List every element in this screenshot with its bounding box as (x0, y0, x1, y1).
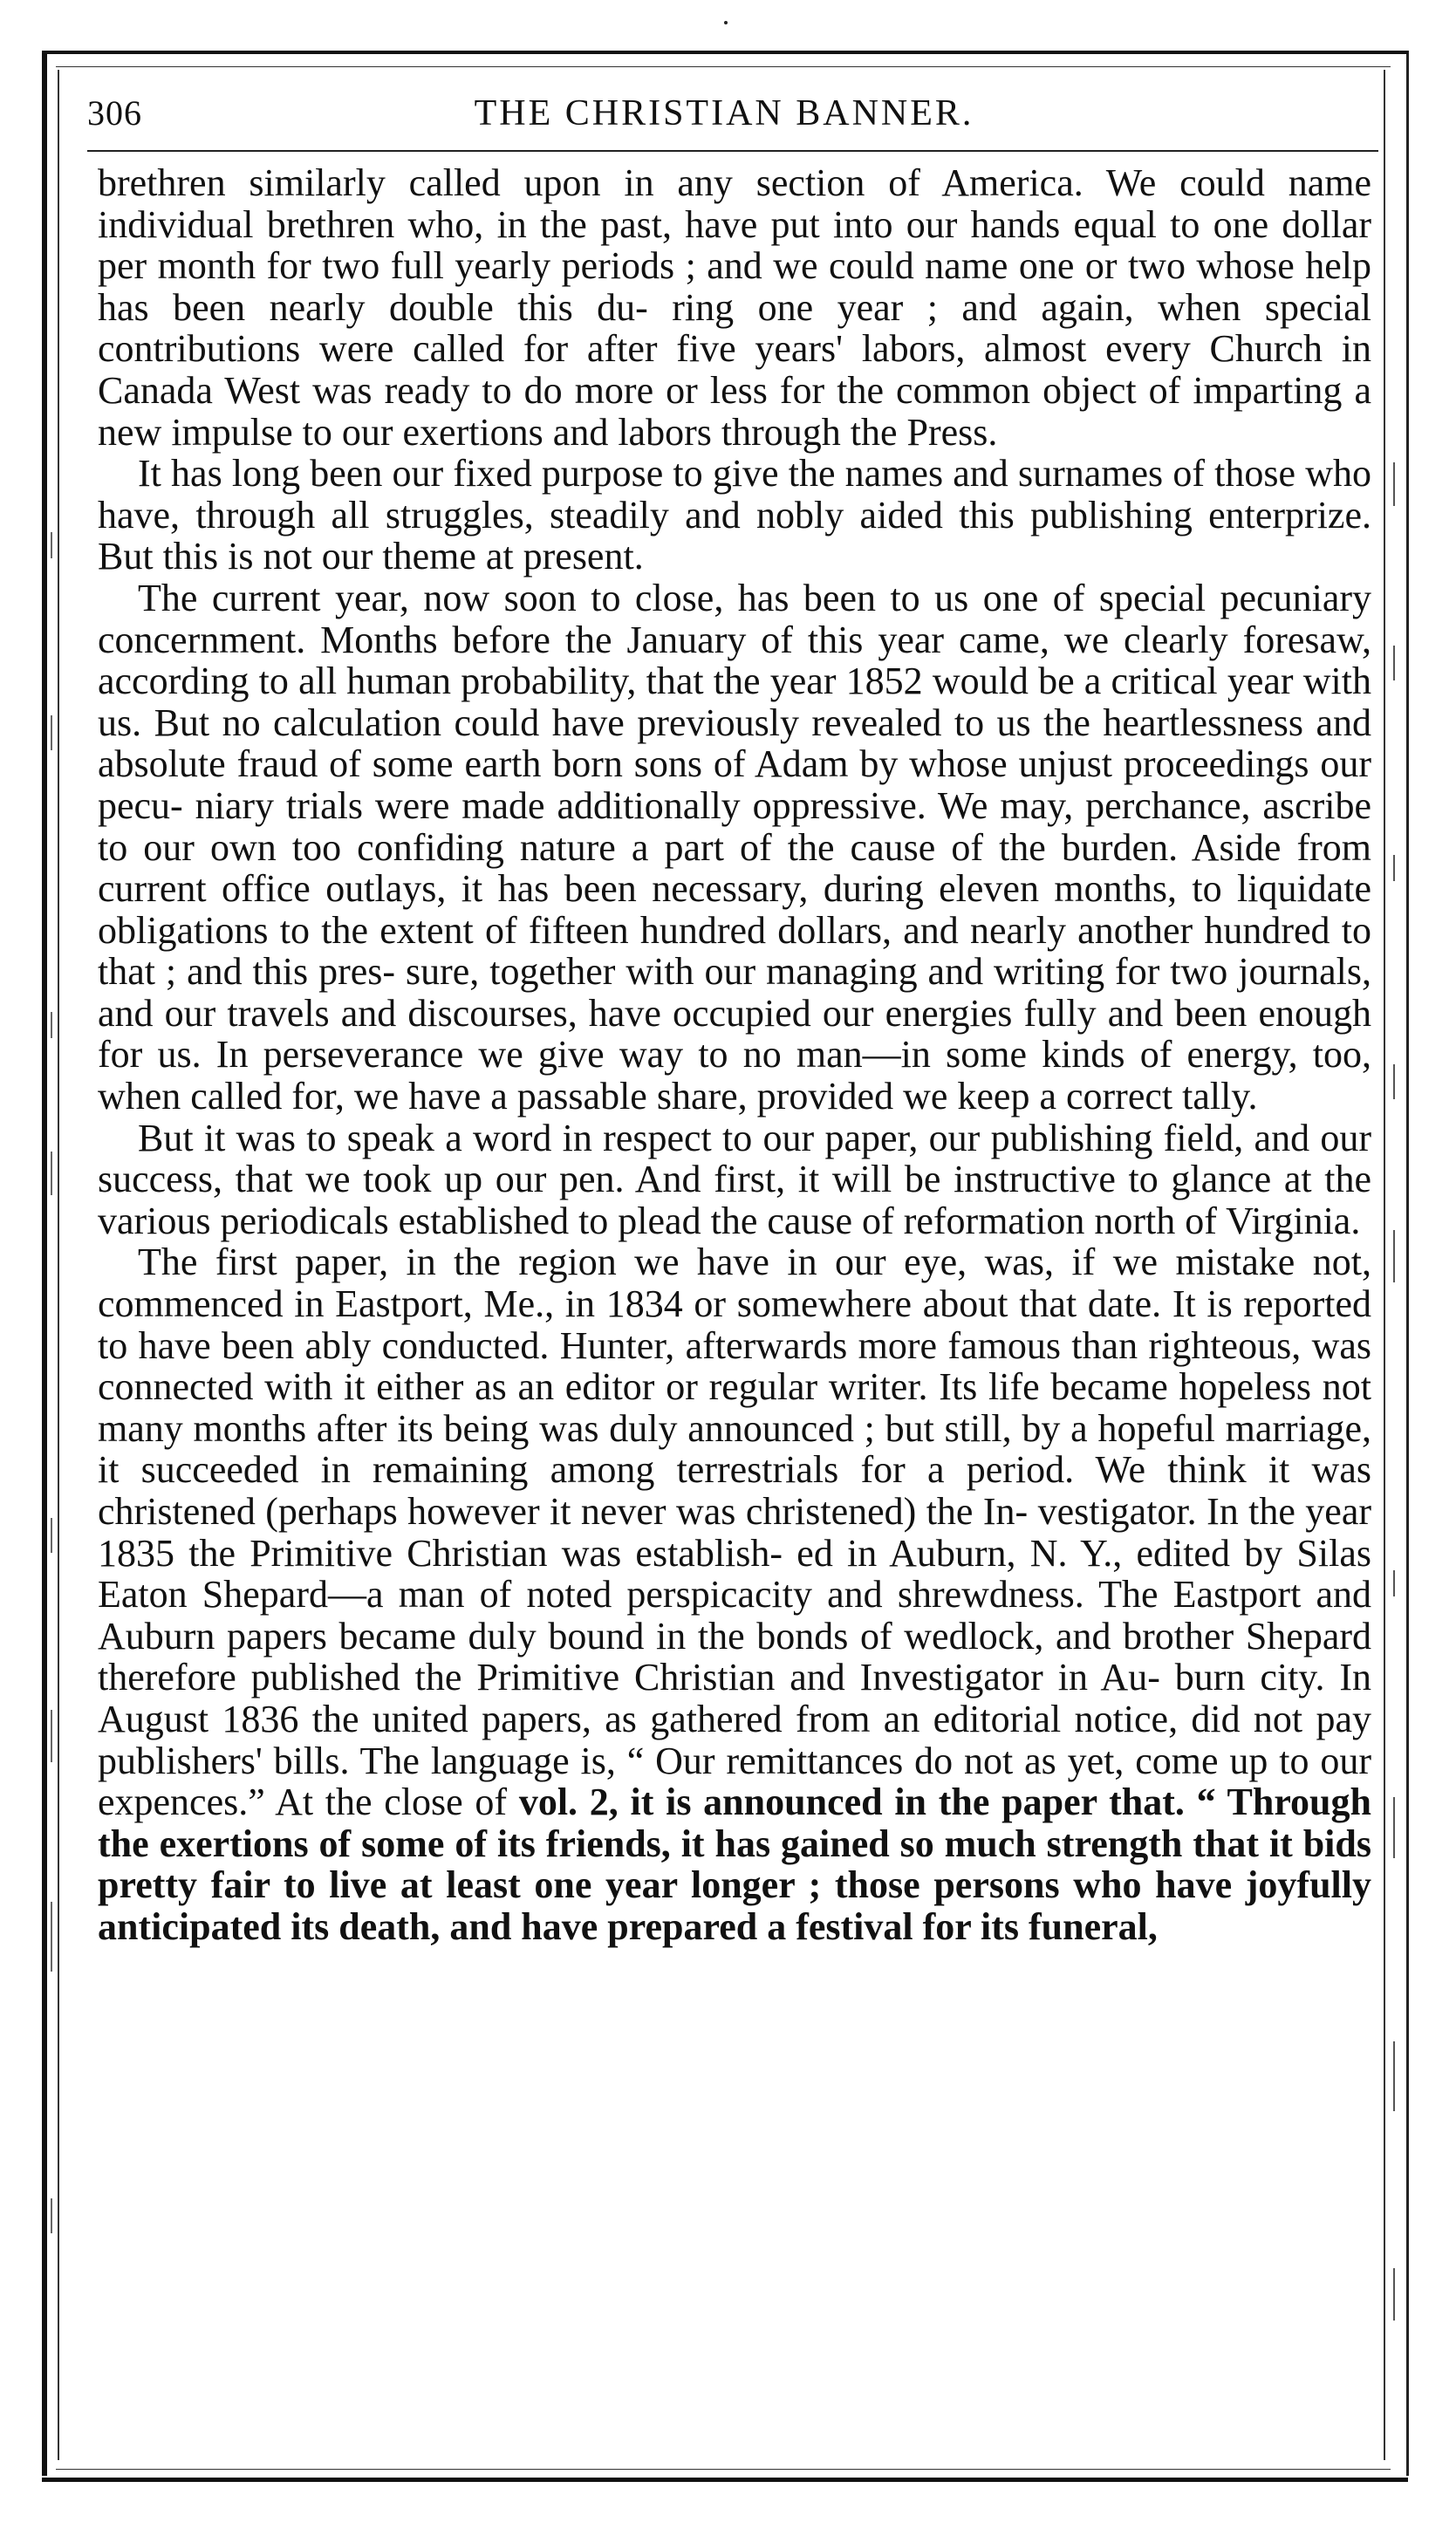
line: The first paper, in the region we have in our eye, was, if we mistake (138, 1241, 1313, 1284)
ink-dot (724, 21, 728, 24)
paragraph-4 (98, 1118, 1371, 1242)
running-head: THE CHRISTIAN BANNER. (474, 93, 974, 133)
line: vol. 2, it is announced in the paper that. “ Through the exertions of (98, 1781, 1372, 1865)
line: vestigator. In the year 1835 the Primitive Christian was establish- (98, 1490, 1371, 1575)
line: its being was duly announced ; but still, by a hopeful marriage, it (98, 1406, 1371, 1492)
line: could name one or two whose help has been nearly double this du- (98, 244, 1372, 329)
line: of those who have, through all struggles, steadily and nobly aided (98, 452, 1371, 537)
top-border-inner-rule (56, 66, 1391, 67)
line: name individual brethren who, in the past, have put into our hands (98, 161, 1371, 246)
line: year 1852 would be a critical year with us. But no calculation could (98, 660, 1371, 744)
line: ed in Auburn, N. Y., edited by Silas Eaton Shepard—a man of (98, 1531, 1371, 1617)
left-margin-marks (47, 157, 58, 2460)
line: keep a correct tally. (957, 1075, 1258, 1118)
line: It has long been our fixed purpose to give the names and surnames (138, 452, 1173, 496)
line: ascribe to our own too confiding nature a part of the cause of the (98, 783, 1371, 869)
line: came, we clearly foresaw, according to all human probability, that the (98, 618, 1371, 703)
bottom-border-rule (42, 2478, 1408, 2482)
line: after five years' labors, almost every Church in Canada West was (98, 327, 1372, 412)
line: hundred dollars, and nearly another hundred to that ; and this pres- (98, 908, 1371, 994)
line: noted perspicacity and shrewdness. The Eastport and Auburn papers (98, 1573, 1372, 1658)
paragraph-3 (98, 578, 1371, 1118)
line: equal to one dollar per month for two full yearly periods ; and we (98, 202, 1371, 288)
line: during eleven months, to liquidate obligations to the extent of fifteen (98, 867, 1371, 952)
line: succeeded in remaining among terrestrials for a period. We think (140, 1448, 1268, 1492)
line: some earth born sons of Adam by whose unjust proceedings our pecu- (98, 742, 1371, 827)
line: burn city. In August 1836 the united papers, as gathered from an (98, 1656, 1371, 1740)
line: remittances do not as yet, come up to our expences.” At the close of (98, 1739, 1371, 1824)
line: sure, together with our managing and writing for two journals, and (98, 950, 1372, 1035)
line: of energy, too, when called for, we have a passable share, provided we (98, 1033, 1371, 1118)
line: have previously revealed to us the heartlessness and absolute fraud of (98, 701, 1372, 786)
line: anticipated its death, and have prepared a festival for its funeral, (98, 1904, 1158, 1948)
line: field, and our success, that we took up our pen. And first, it will be (98, 1116, 1372, 1201)
line: But it was to speak a word in respect to our paper, our publishing (138, 1116, 1164, 1159)
paragraph-1 (98, 162, 1371, 453)
line: therefore published the Primitive Christian and Investigator in Au- (98, 1656, 1175, 1699)
page-number: 306 (87, 93, 142, 133)
line: became duly bound in the bonds of wedlock, and brother Shepard (338, 1614, 1371, 1658)
line: the cause of reformation north of Virginia. (710, 1199, 1361, 1242)
line: not, commenced in Eastport, Me., in 1834 or somewhere about that (98, 1241, 1371, 1326)
line: ready to do more or less for the common object of imparting a new (98, 368, 1371, 454)
line: niary trials were made additionally oppressive. We may, perchance, (195, 783, 1263, 827)
line: this publishing enterprize. But this is not our theme at present. (98, 493, 1371, 578)
line: brethren similarly called upon in any section of America. We could (98, 161, 1289, 204)
line: fair to live at least one year longer ; those persons who have joyfully (210, 1863, 1371, 1907)
left-inner-border (58, 70, 59, 2460)
page-header (87, 87, 1361, 148)
line: date. It is reported to have been ably conducted. Hunter, afterwards (98, 1282, 1371, 1367)
line: The current year, now soon to close, has been to us one of special (138, 576, 1220, 619)
line: burden. Aside from current office outlays, it has been necessary, (98, 825, 1371, 911)
line: pecuniary concernment. Months before the January of this year (98, 576, 1371, 661)
line: impulse to our exertions and labors through the Press. (171, 410, 998, 454)
line: our travels and discourses, have occupied our energies fully and been (164, 991, 1259, 1035)
text-column (98, 162, 1371, 1948)
header-rule (87, 150, 1378, 152)
right-margin-marks (1390, 157, 1407, 2460)
right-inner-border (1384, 70, 1385, 2460)
line: some of its friends, it has gained so much strength that it bids pretty (98, 1822, 1371, 1907)
line: ring one year ; and again, when special contributions were called for (98, 285, 1371, 371)
top-border-rule (42, 51, 1408, 54)
paragraph-5 (98, 1241, 1371, 1947)
line: instructive to glance at the various periodicals established to plead (98, 1158, 1371, 1242)
line: more famous than righteous, was connected with it either as an editor (98, 1323, 1371, 1409)
line: it was christened (perhaps however it never was christened) the In- (98, 1448, 1371, 1533)
paragraph-2 (98, 453, 1371, 578)
line: editorial notice, did not pay publishers' bills. The language is, “ Our (98, 1697, 1371, 1782)
line: or regular writer. Its life became hopeless not many months after (98, 1365, 1371, 1450)
bottom-border-inner-rule (56, 2469, 1391, 2470)
line: enough for us. In perseverance we give way to no man—in some kinds (98, 991, 1372, 1077)
